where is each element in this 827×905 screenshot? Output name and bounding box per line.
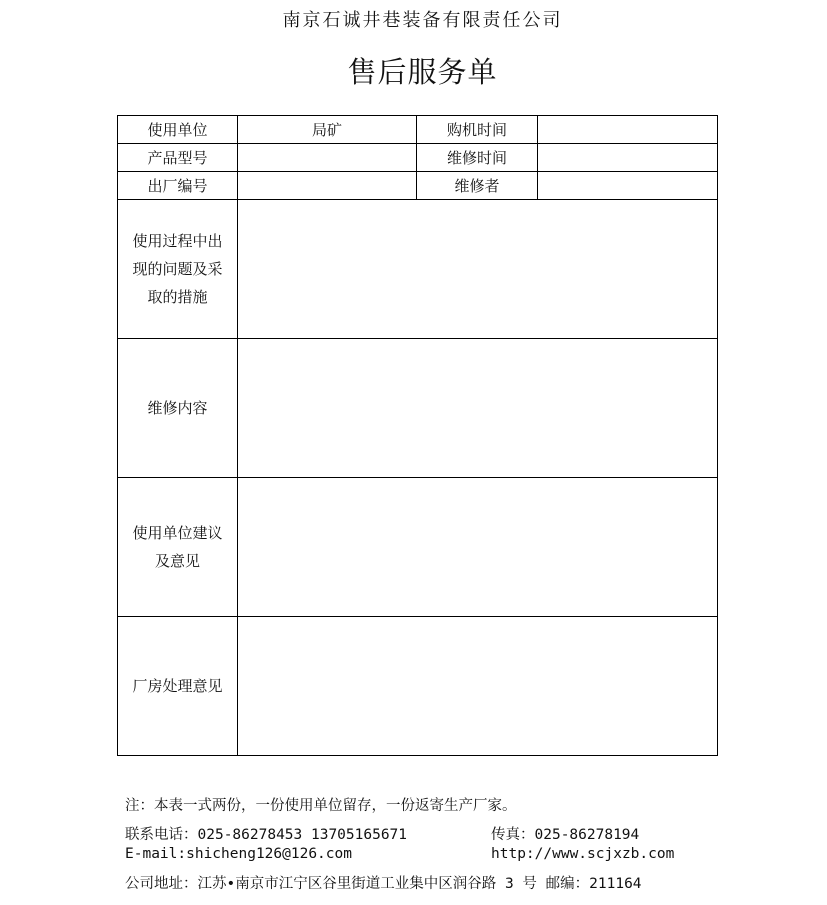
document-title: 售后服务单 [347, 55, 498, 89]
contact-fax: 传真：025-86278194 [491, 827, 640, 843]
usage-problems-label-line: 使用过程中出 [132, 232, 223, 250]
form-section-user-suggestions [118, 478, 718, 617]
usage-problems-label-line: 现的问题及采 [132, 260, 223, 278]
usage-problems-field[interactable] [238, 200, 718, 339]
repair-content-field[interactable] [238, 339, 718, 478]
contact-phone: 联系电话：025-86278453 13705165671 [125, 827, 408, 843]
repair-date-field[interactable] [538, 144, 718, 172]
user-suggestions-field[interactable] [238, 478, 718, 617]
purchase-date-label: 购机时间 [417, 116, 538, 144]
repair-content-label-line: 维修内容 [147, 399, 208, 417]
form-row-serial-number [118, 172, 718, 200]
after-sales-form-table [117, 115, 718, 756]
factory-opinion-label [118, 617, 238, 756]
usage-problems-label-line: 取的措施 [147, 288, 208, 306]
user-unit-field[interactable]: 局矿 [238, 116, 417, 144]
form-section-usage-problems [118, 200, 718, 339]
repair-content-label [118, 339, 238, 478]
product-model-label: 产品型号 [118, 144, 238, 172]
serial-number-field[interactable] [238, 172, 417, 200]
user-unit-label: 使用单位 [118, 116, 238, 144]
factory-opinion-label-line: 厂房处理意见 [132, 677, 223, 695]
footer-contact-row [125, 823, 640, 844]
user-suggestions-label-line: 及意见 [154, 552, 200, 570]
factory-opinion-field[interactable] [238, 617, 718, 756]
footer-online-row [125, 846, 675, 862]
company-website[interactable]: http://www.scjxzb.com [491, 846, 675, 862]
user-suggestions-label-line: 使用单位建议 [132, 524, 223, 542]
footer-note: 注：本表一式两份，一份使用单位留存，一份返寄生产厂家。 [125, 798, 517, 814]
repairer-field[interactable] [538, 172, 718, 200]
serial-number-label: 出厂编号 [118, 172, 238, 200]
form-row-product-model [118, 144, 718, 172]
purchase-date-field[interactable] [538, 116, 718, 144]
usage-problems-label [118, 200, 238, 339]
repairer-label: 维修者 [417, 172, 538, 200]
company-address: 公司地址：江苏•南京市江宁区谷里街道工业集中区润谷路 3 号 邮编：211164 [125, 876, 642, 892]
user-suggestions-label [118, 478, 238, 617]
contact-email[interactable]: E-mail:shicheng126@126.com [125, 846, 352, 862]
repair-date-label: 维修时间 [417, 144, 538, 172]
form-row-user-unit [118, 116, 718, 144]
company-name: 南京石诚井巷装备有限责任公司 [282, 10, 563, 31]
form-section-factory-opinion [118, 617, 718, 756]
product-model-field[interactable] [238, 144, 417, 172]
form-section-repair-content [118, 339, 718, 478]
